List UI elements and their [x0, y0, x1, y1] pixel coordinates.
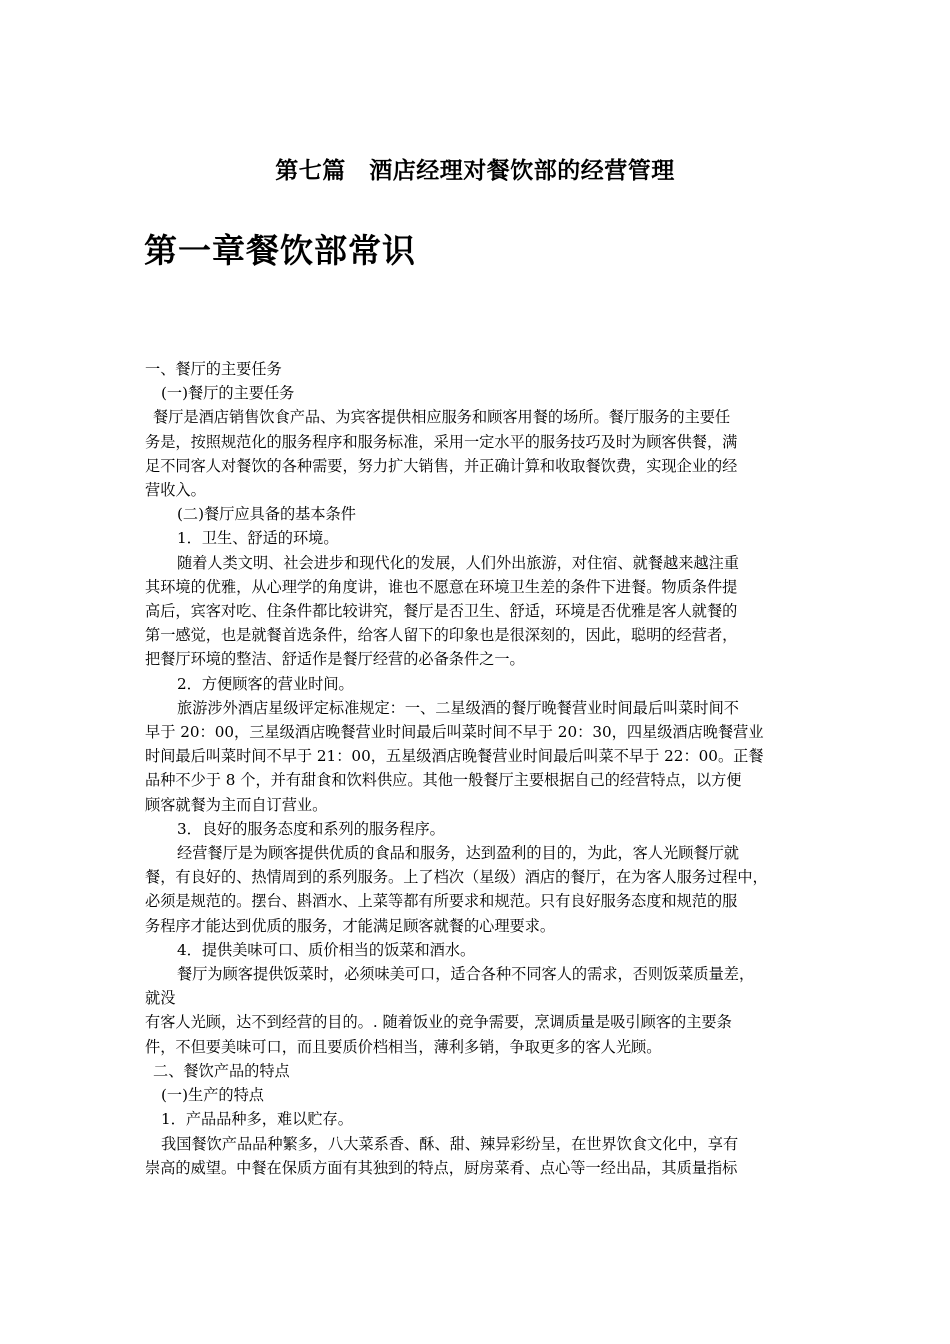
paragraph-line: 经营餐厅是为顾客提供优质的食品和服务，达到盈利的目的，为此，客人光顾餐厅就 [177, 844, 739, 863]
paragraph-line: 顾客就餐为主而自订营业。 [145, 795, 328, 814]
paragraph-line: 早于 20：00，三星级酒店晚餐营业时间最后叫菜时间不早于 20：30，四星级酒店晚餐营业 [145, 723, 764, 742]
paragraph-line: 第一感觉，也是就餐首选条件，给客人留下的印象也是很深刻的，因此，聪明的经营者， [145, 626, 738, 645]
item-heading: 1．卫生、舒适的环境。 [177, 529, 339, 548]
item-heading: 4．提供美味可口、质价相当的饭菜和酒水。 [177, 940, 476, 959]
section-heading: 二、餐饮产品的特点 [153, 1061, 290, 1080]
paragraph-line: 就没 [145, 989, 176, 1008]
subsection-heading: (一)餐厅的主要任务 [161, 384, 295, 403]
item-heading: 2．方便顾客的营业时间。 [177, 674, 354, 693]
paragraph-line: 有客人光顾，达不到经营的目的。. 随着饭业的竞争需要，烹调质量是吸引顾客的主要条 [145, 1013, 732, 1032]
paragraph-line: 品种不少于 8 个，并有甜食和饮料供应。其他一般餐厅主要根据自己的经营特点，以方便 [145, 771, 742, 790]
paragraph-line: 餐厅为顾客提供饭菜时，必须味美可口，适合各种不同客人的需求，否则饭菜质量差， [177, 965, 755, 984]
paragraph-line: 件，不但要美味可口，而且要质价档相当，薄利多销，争取更多的客人光顾。 [145, 1037, 662, 1056]
paragraph-line: 我国餐饮产品品种繁多，八大菜系香、酥、甜、辣异彩纷呈，在世界饮食文化中，享有 [161, 1134, 739, 1153]
paragraph-line: 餐厅是酒店销售饮食产品、为宾客提供相应服务和顾客用餐的场所。餐厅服务的主要任 [153, 408, 731, 427]
item-heading: 3．良好的服务态度和系列的服务程序。 [177, 819, 445, 838]
paragraph-line: 崇高的威望。中餐在保质方面有其独到的特点，厨房菜肴、点心等一经出品，其质量指标 [145, 1158, 738, 1177]
paragraph-line: 营收入。 [145, 481, 206, 500]
paragraph-line: 旅游涉外酒店星级评定标准规定：一、二星级酒的餐厅晚餐营业时间最后叫菜时间不 [177, 698, 739, 717]
document-body [145, 357, 825, 1180]
paragraph-line: 把餐厅环境的整洁、舒适作是餐厅经营的必备条件之一。 [145, 650, 525, 669]
paragraph-line: 高后，宾客对吃、住条件都比较讲究，餐厅是否卫生、舒适，环境是否优雅是客人就餐的 [145, 602, 738, 621]
paragraph-line: 务程序才能达到优质的服务，才能满足顾客就餐的心理要求。 [145, 916, 556, 935]
subsection-heading: (一)生产的特点 [161, 1086, 264, 1105]
subsection-heading: (二)餐厅应具备的基本条件 [177, 505, 356, 524]
paragraph-line: 时间最后叫菜时间不早于 21：00，五星级酒店晚餐营业时间最后叫菜不早于 22：00。正餐 [145, 747, 764, 766]
section-heading: 一、餐厅的主要任务 [145, 360, 282, 378]
paragraph-line: 随着人类文明、社会进步和现代化的发展，人们外出旅游，对住宿、就餐越来越注重 [177, 553, 739, 572]
paragraph-line: 足不同客人对餐饮的各种需要，努力扩大销售，并正确计算和收取餐饮费，实现企业的经 [145, 456, 738, 475]
part-title: 第七篇 酒店经理对餐饮部的经营管理 [275, 157, 675, 184]
paragraph-line: 其环境的优雅，从心理学的角度讲，谁也不愿意在环境卫生差的条件下进餐。物质条件提 [145, 577, 738, 596]
paragraph-line: 务是，按照规范化的服务程序和服务标准，采用一定水平的服务技巧及时为顾客供餐，满 [145, 432, 738, 451]
paragraph-line: 餐，有良好的、热情周到的系列服务。上了档次（星级）酒店的餐厅，在为客人服务过程中， [145, 868, 768, 887]
paragraph-line: 必须是规范的。摆台、斟酒水、上菜等都有所要求和规范。只有良好服务态度和规范的服 [145, 892, 738, 911]
chapter-title: 第一章餐饮部常识 [144, 231, 416, 270]
item-heading: 1．产品品种多，难以贮存。 [161, 1110, 353, 1129]
